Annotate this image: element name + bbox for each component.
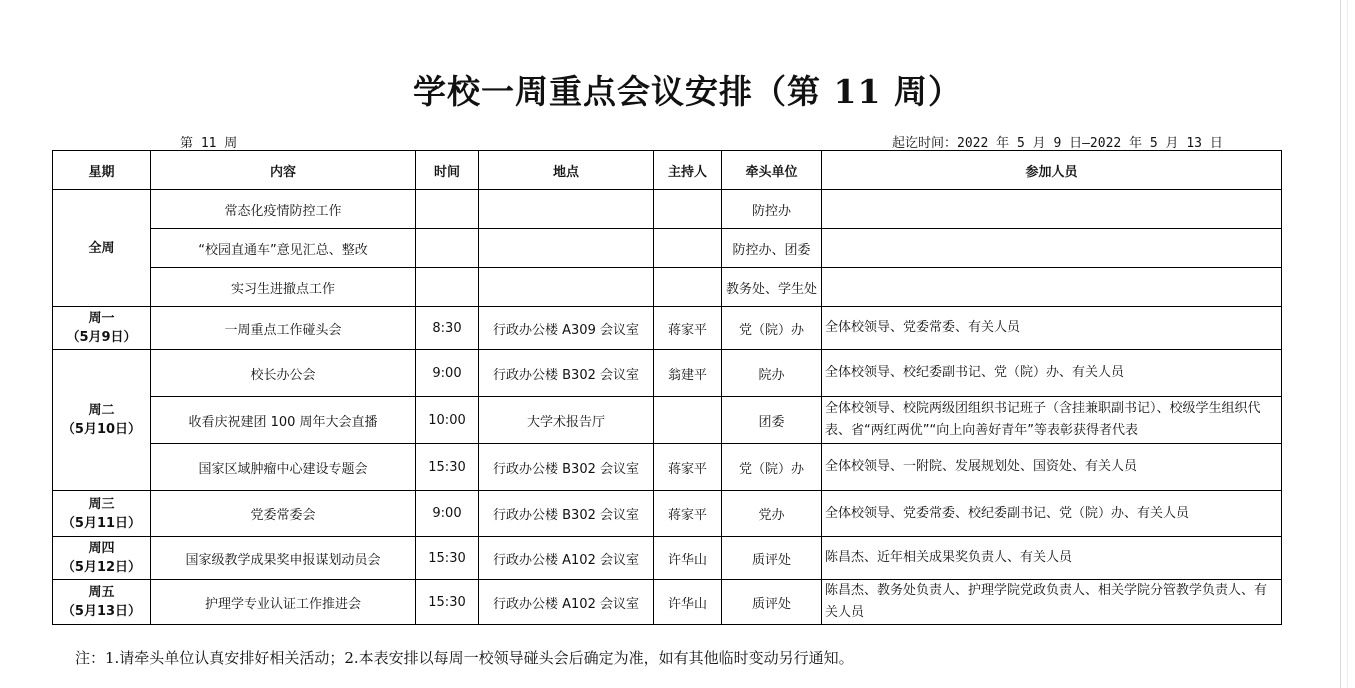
attendees-cell: 全体校领导、党委常委、校纪委副书记、党（院）办、有关人员 <box>822 491 1282 537</box>
host-cell <box>654 397 722 444</box>
attendees-cell: 陈昌杰、近年相关成果奖负责人、有关人员 <box>822 537 1282 580</box>
lead-unit-cell: 质评处 <box>722 580 822 625</box>
attendees-cell <box>822 268 1282 307</box>
footnote: 注：1.请牵头单位认真安排好相关活动；2.本表安排以每周一校领导碰头会后确定为准，如有其他临时变动另行通知。 <box>75 649 854 667</box>
content-cell: 护理学专业认证工作推进会 <box>151 580 416 625</box>
host-cell <box>654 190 722 229</box>
table-row <box>53 190 1282 229</box>
lead-unit-cell: 质评处 <box>722 537 822 580</box>
week-label: 第 11 周 <box>180 136 238 151</box>
lead-unit-cell: 防控办、团委 <box>722 229 822 268</box>
place-cell: 大学术报告厅 <box>479 397 654 444</box>
header-time: 时间 <box>416 151 479 190</box>
time-cell: 8:30 <box>416 307 479 350</box>
weekday-label: 周四 <box>88 541 115 556</box>
table-row <box>53 350 1282 397</box>
meeting-schedule-table <box>52 150 1282 625</box>
header-attendees: 参加人员 <box>822 151 1282 190</box>
table-header-row <box>53 151 1282 190</box>
weekday-label: 全周 <box>88 240 115 256</box>
table-row <box>53 307 1282 350</box>
time-cell <box>416 190 479 229</box>
host-cell <box>654 229 722 268</box>
host-cell <box>654 268 722 307</box>
weekday-cell <box>53 190 151 307</box>
table-row <box>53 268 1282 307</box>
lead-unit-cell: 党办 <box>722 491 822 537</box>
table-row <box>53 229 1282 268</box>
lead-unit-cell: 教务处、学生处 <box>722 268 822 307</box>
place-cell: 行政办公楼 B302 会议室 <box>479 444 654 491</box>
time-cell <box>416 268 479 307</box>
place-cell: 行政办公楼 A309 会议室 <box>479 307 654 350</box>
place-cell <box>479 268 654 307</box>
attendees-cell: 陈昌杰、教务处负责人、护理学院党政负责人、相关学院分管教学负责人、有关人员 <box>822 580 1282 625</box>
time-cell: 9:00 <box>416 350 479 397</box>
page-title: 学校一周重点会议安排（第 11 周） <box>413 72 962 111</box>
table-row <box>53 537 1282 580</box>
attendees-cell: 全体校领导、校纪委副书记、党（院）办、有关人员 <box>822 350 1282 397</box>
time-cell: 9:00 <box>416 491 479 537</box>
weekday-label: 周一 <box>88 311 115 326</box>
content-cell: 国家区域肿瘤中心建设专题会 <box>151 444 416 491</box>
content-cell: 收看庆祝建团 100 周年大会直播 <box>151 397 416 444</box>
weekday-date: （5月13日） <box>61 604 142 619</box>
table-row <box>53 580 1282 625</box>
time-cell: 10:00 <box>416 397 479 444</box>
content-cell: 党委常委会 <box>151 491 416 537</box>
content-cell: 常态化疫情防控工作 <box>151 190 416 229</box>
weekday-date: （5月10日） <box>61 422 142 437</box>
weekday-label: 周五 <box>88 585 115 600</box>
attendees-cell: 全体校领导、校院两级团组织书记班子（含挂兼职副书记）、校级学生组织代表、省“两红两优”“向上向善好青年”等表彰获得者代表 <box>822 397 1282 444</box>
place-cell <box>479 229 654 268</box>
attendees-cell <box>822 190 1282 229</box>
place-cell <box>479 190 654 229</box>
lead-unit-cell: 防控办 <box>722 190 822 229</box>
place-cell: 行政办公楼 B302 会议室 <box>479 350 654 397</box>
host-cell: 蒋家平 <box>654 444 722 491</box>
weekday-date: （5月9日） <box>66 330 137 345</box>
weekday-date: （5月11日） <box>61 515 142 531</box>
table-row <box>53 444 1282 491</box>
place-cell: 行政办公楼 A102 会议室 <box>479 580 654 625</box>
content-cell: 校长办公会 <box>151 350 416 397</box>
attendees-cell <box>822 229 1282 268</box>
content-cell: 实习生进撤点工作 <box>151 268 416 307</box>
time-cell: 15:30 <box>416 537 479 580</box>
header-lead-unit: 牵头单位 <box>722 151 822 190</box>
date-range: 起讫时间：2022 年 5 月 9 日—2022 年 5 月 13 日 <box>892 136 1223 151</box>
place-cell: 行政办公楼 A102 会议室 <box>479 537 654 580</box>
time-cell: 15:30 <box>416 444 479 491</box>
host-cell: 许华山 <box>654 537 722 580</box>
table-row <box>53 397 1282 444</box>
time-cell: 15:30 <box>416 580 479 625</box>
weekday-date: （5月12日） <box>61 560 142 575</box>
weekday-label: 周二 <box>88 403 115 418</box>
attendees-cell: 全体校领导、一附院、发展规划处、国资处、有关人员 <box>822 444 1282 491</box>
weekday-cell <box>53 350 151 491</box>
place-cell: 行政办公楼 B302 会议室 <box>479 491 654 537</box>
lead-unit-cell: 院办 <box>722 350 822 397</box>
lead-unit-cell: 党（院）办 <box>722 444 822 491</box>
content-cell: 一周重点工作碰头会 <box>151 307 416 350</box>
weekday-cell <box>53 307 151 350</box>
host-cell: 许华山 <box>654 580 722 625</box>
weekday-label: 周三 <box>88 496 115 512</box>
host-cell: 翁建平 <box>654 350 722 397</box>
lead-unit-cell: 党（院）办 <box>722 307 822 350</box>
attendees-cell: 全体校领导、党委常委、有关人员 <box>822 307 1282 350</box>
weekday-cell <box>53 537 151 580</box>
weekday-cell <box>53 580 151 625</box>
header-host: 主持人 <box>654 151 722 190</box>
content-cell: “校园直通车”意见汇总、整改 <box>151 229 416 268</box>
host-cell: 蒋家平 <box>654 491 722 537</box>
header-weekday: 星期 <box>53 151 151 190</box>
weekday-cell <box>53 491 151 537</box>
time-cell <box>416 229 479 268</box>
host-cell: 蒋家平 <box>654 307 722 350</box>
header-content: 内容 <box>151 151 416 190</box>
table-row <box>53 491 1282 537</box>
content-cell: 国家级教学成果奖申报谋划动员会 <box>151 537 416 580</box>
lead-unit-cell: 团委 <box>722 397 822 444</box>
header-place: 地点 <box>479 151 654 190</box>
